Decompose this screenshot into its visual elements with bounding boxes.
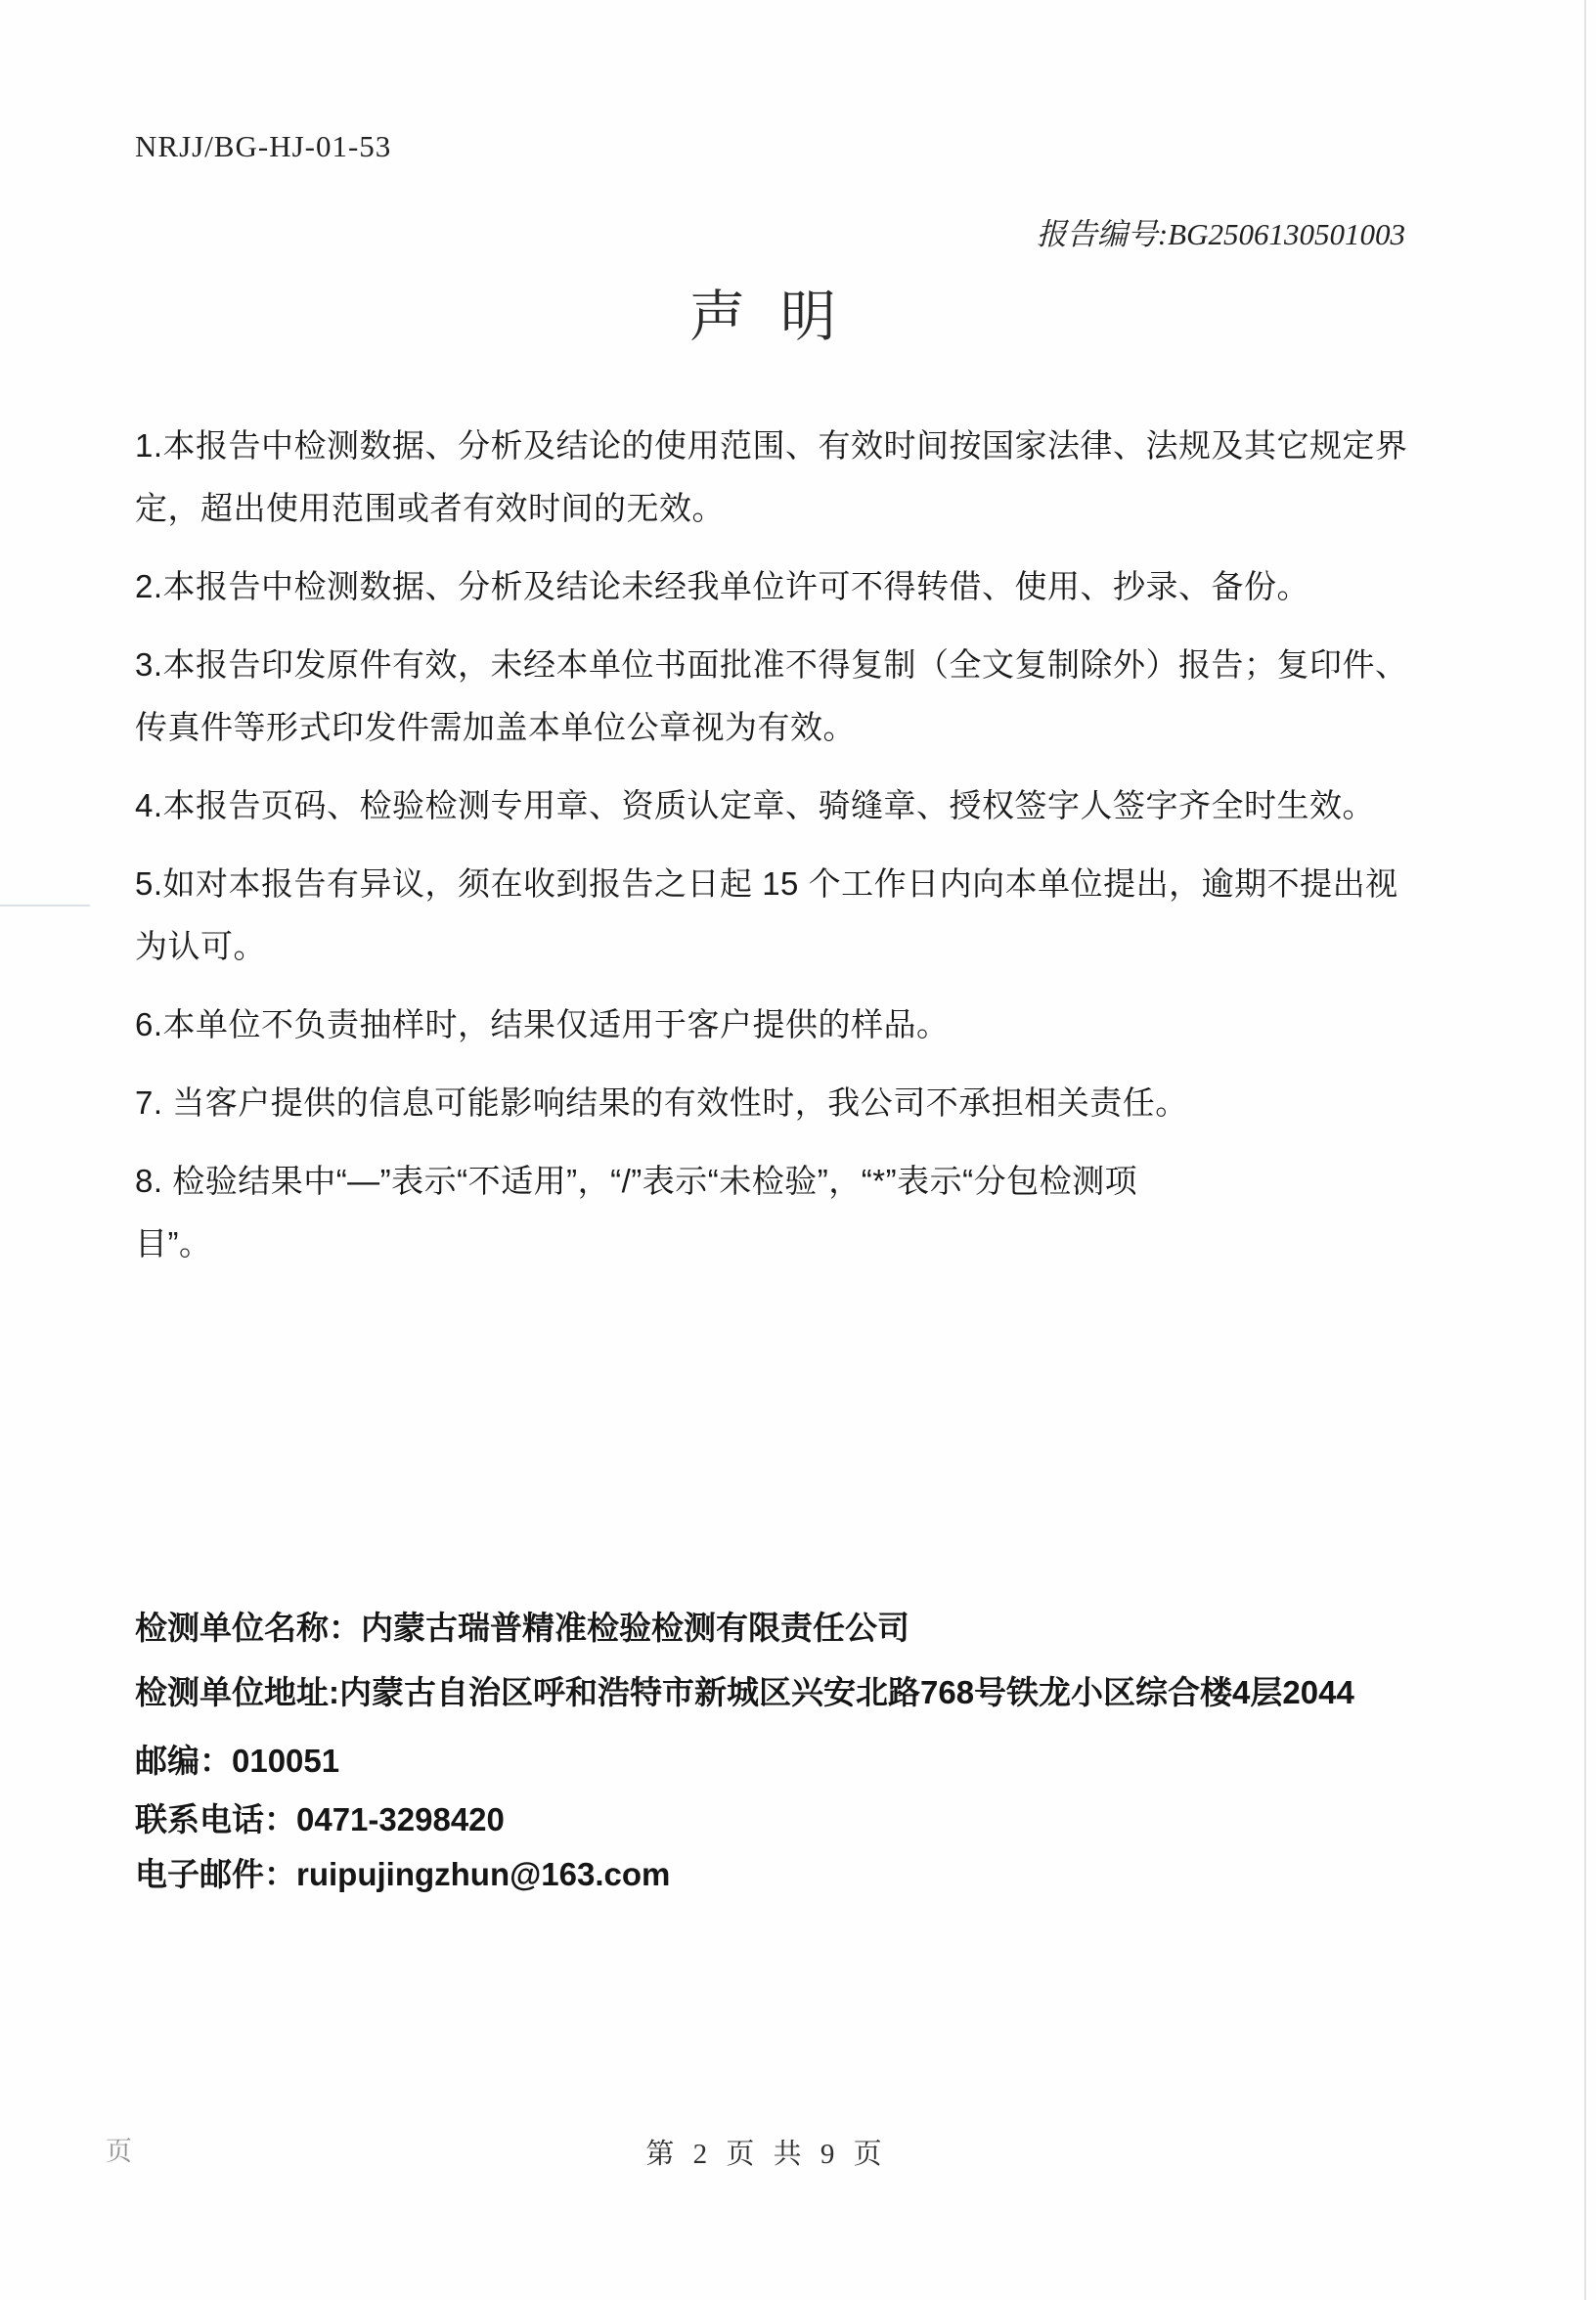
statement-line: 为认可。 [135,928,266,964]
statement-paragraph [135,994,1445,1056]
statement-paragraph [135,415,1445,540]
statement-line: 5.如对本报告有异议，须在收到报告之日起 15 个工作日内向本单位提出，逾期不提出视 [135,865,1398,902]
statement-line: 8. 检验结果中“—”表示“不适用”，“/”表示“未检验”，“*”表示“分包检测项 [135,1163,1138,1199]
contact-line-email [135,1851,1465,1898]
contact-section [135,1605,1465,1898]
statement-paragraph [135,634,1445,759]
statement-line: 定，超出使用范围或者有效时间的无效。 [135,490,725,526]
statement-line: 6.本单位不负责抽样时，结果仅适用于客户提供的样品。 [135,1006,950,1042]
contact-label: 电子邮件： [135,1856,296,1892]
statement-paragraph [135,1072,1445,1134]
contact-line-unit-address [135,1669,1465,1716]
contact-value: 0471-3298420 [296,1801,505,1837]
statement-paragraph [135,555,1445,618]
page-title: 声 明 [689,286,836,348]
statement-paragraph [135,774,1445,837]
contact-line-postcode [135,1738,1465,1785]
contact-value: ruipujingzhun@163.com [296,1856,671,1892]
statement-line: 1.本报告中检测数据、分析及结论的使用范围、有效时间按国家法律、法规及其它规定界 [135,427,1408,464]
contact-line-unit-name [135,1605,1465,1652]
statement-paragraph [135,1150,1445,1275]
contact-label: 检测单位名称： [135,1610,361,1646]
contact-value: 010051 [232,1743,340,1779]
contact-value: 内蒙古瑞普精准检验检测有限责任公司 [361,1610,909,1646]
report-number: 报告编号:BG2506130501003 [1036,217,1405,251]
scan-line-artifact-left [0,905,90,907]
contact-value: 内蒙古自治区呼和浩特市新城区兴安北路768号铁龙小区综合楼4层2044 [339,1674,1354,1710]
contact-label: 邮编： [135,1743,232,1779]
contact-label: 联系电话： [135,1801,296,1837]
statement-paragraph [135,853,1445,978]
statement-line: 3.本报告印发原件有效，未经本单位书面批准不得复制（全文复制除外）报告；复印件、 [135,646,1408,683]
contact-label: 检测单位地址: [135,1674,339,1710]
statement-line: 传真件等形式印发件需加盖本单位公章视为有效。 [135,709,856,745]
scan-line-artifact-right [1584,0,1586,2300]
stray-page-char-artifact: 页 [106,2137,132,2166]
statement-line: 目”。 [135,1225,212,1261]
statement-line: 2.本报告中检测数据、分析及结论未经我单位许可不得转借、使用、抄录、备份。 [135,568,1310,604]
statement-section [135,415,1445,1291]
statement-line: 7. 当客户提供的信息可能影响结果的有效性时，我公司不承担相关责任。 [135,1084,1188,1121]
doc-code: NRJJ/BG-HJ-01-53 [135,129,392,163]
page-number-footer: 第 2 页 共 9 页 [645,2139,888,2170]
contact-line-phone [135,1796,1465,1843]
statement-line: 4.本报告页码、检验检测专用章、资质认定章、骑缝章、授权签字人签字齐全时生效。 [135,787,1376,823]
